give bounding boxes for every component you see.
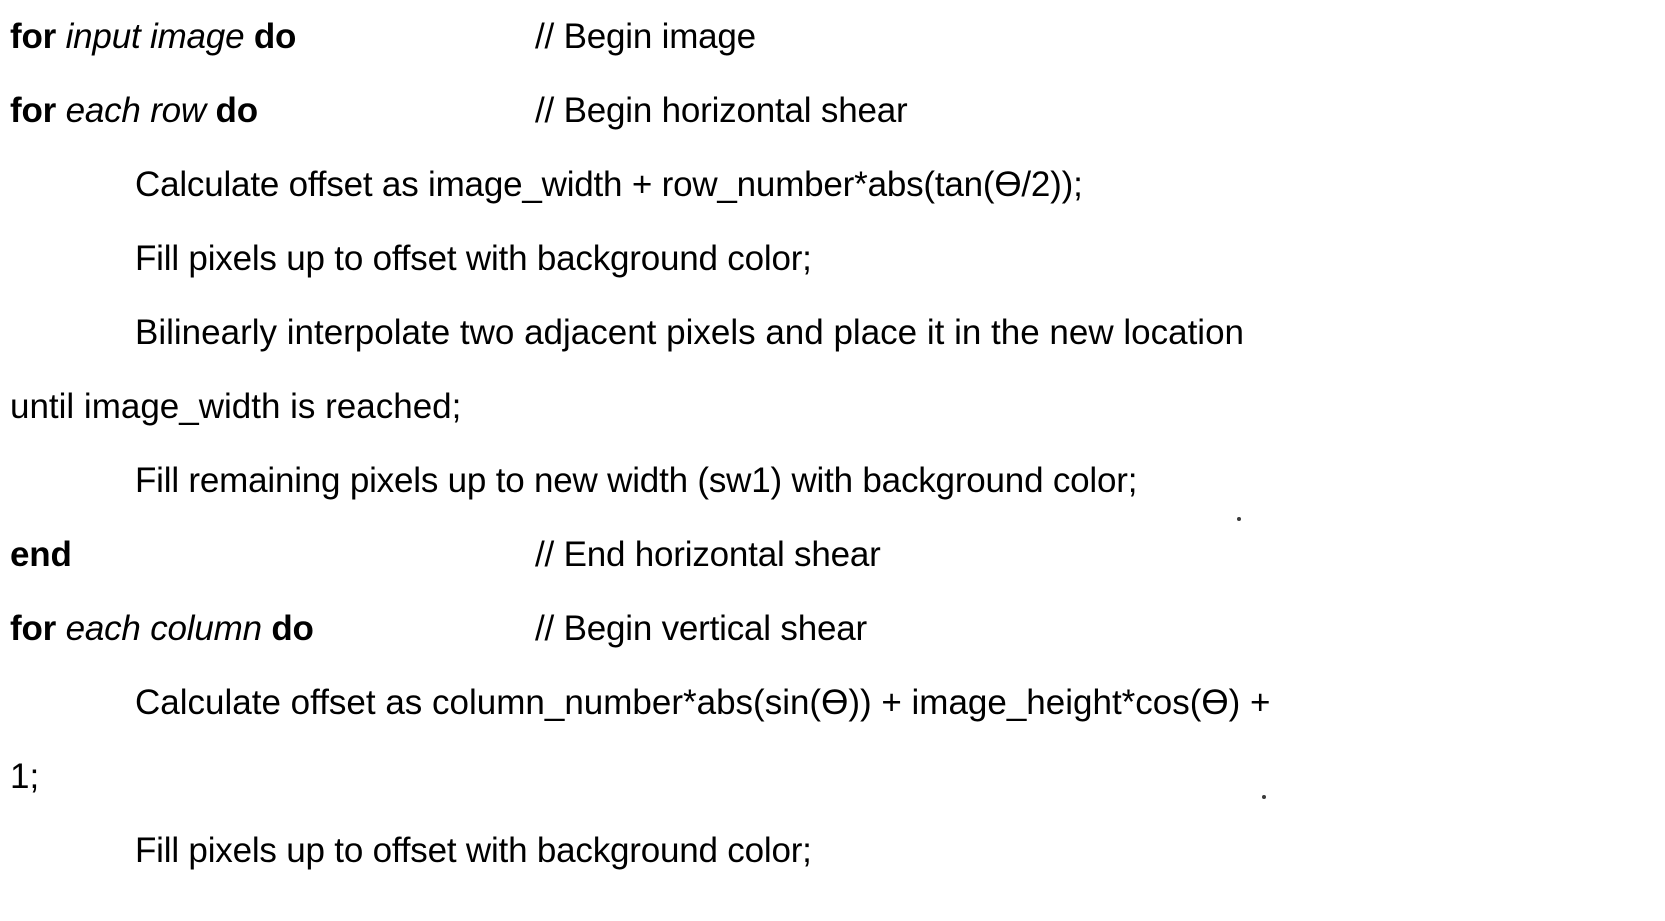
pseudocode-statement-bilinear-interpolate [10, 296, 1655, 444]
statement-continuation: until image_width is reached; [10, 387, 462, 426]
pseudocode-statement-fill-offset-bg-vertical: Fill pixels up to offset with background color; [135, 831, 812, 870]
pseudocode-line-for-input-image [10, 0, 1655, 74]
line-comment: // Begin vertical shear [535, 609, 867, 648]
keyword-operand: each column [65, 609, 262, 648]
pseudocode-line-for-each-row [10, 74, 1655, 148]
pseudocode-statement-calculate-offset-vertical [10, 666, 1655, 814]
pseudocode-statement-fill-offset-bg: Fill pixels up to offset with background color; [135, 239, 812, 278]
line-comment: // End horizontal shear [535, 535, 881, 574]
keyword-do: do [271, 609, 314, 648]
line-comment: // Begin image [535, 17, 756, 56]
statement-text: Calculate offset as column_number*abs(sin(Ө)) + image_height*cos(Ө) + [135, 683, 1271, 722]
algorithm-block [10, 0, 1655, 888]
keyword-group [10, 518, 535, 592]
keyword-do: do [215, 91, 258, 130]
keyword-group [10, 74, 535, 148]
statement-continuation: 1; [10, 757, 40, 796]
pseudocode-line-end [10, 518, 1655, 592]
keyword-group [10, 592, 535, 666]
keyword-operand: each row [65, 91, 207, 130]
keyword-for: for [10, 609, 57, 648]
scan-artifact-speck [1262, 795, 1266, 799]
keyword-operand: input image [65, 17, 245, 56]
keyword-group [10, 0, 535, 74]
statement-text: Bilinearly interpolate two adjacent pixels and place it in the new location [135, 313, 1244, 352]
scan-artifact-speck [1237, 517, 1241, 521]
keyword-do: do [253, 17, 297, 56]
keyword-for: for [10, 91, 57, 130]
keyword-for: for [10, 17, 57, 56]
pseudocode-statement-fill-remaining-pixels: Fill remaining pixels up to new width (sw1) with background color; [135, 461, 1138, 500]
line-comment: // Begin horizontal shear [535, 91, 908, 130]
keyword-end: end [10, 535, 72, 574]
pseudocode-statement-calculate-offset-horizontal: Calculate offset as image_width + row_number*abs(tan(Ө/2)); [135, 165, 1083, 204]
pseudocode-line-for-each-column [10, 592, 1655, 666]
